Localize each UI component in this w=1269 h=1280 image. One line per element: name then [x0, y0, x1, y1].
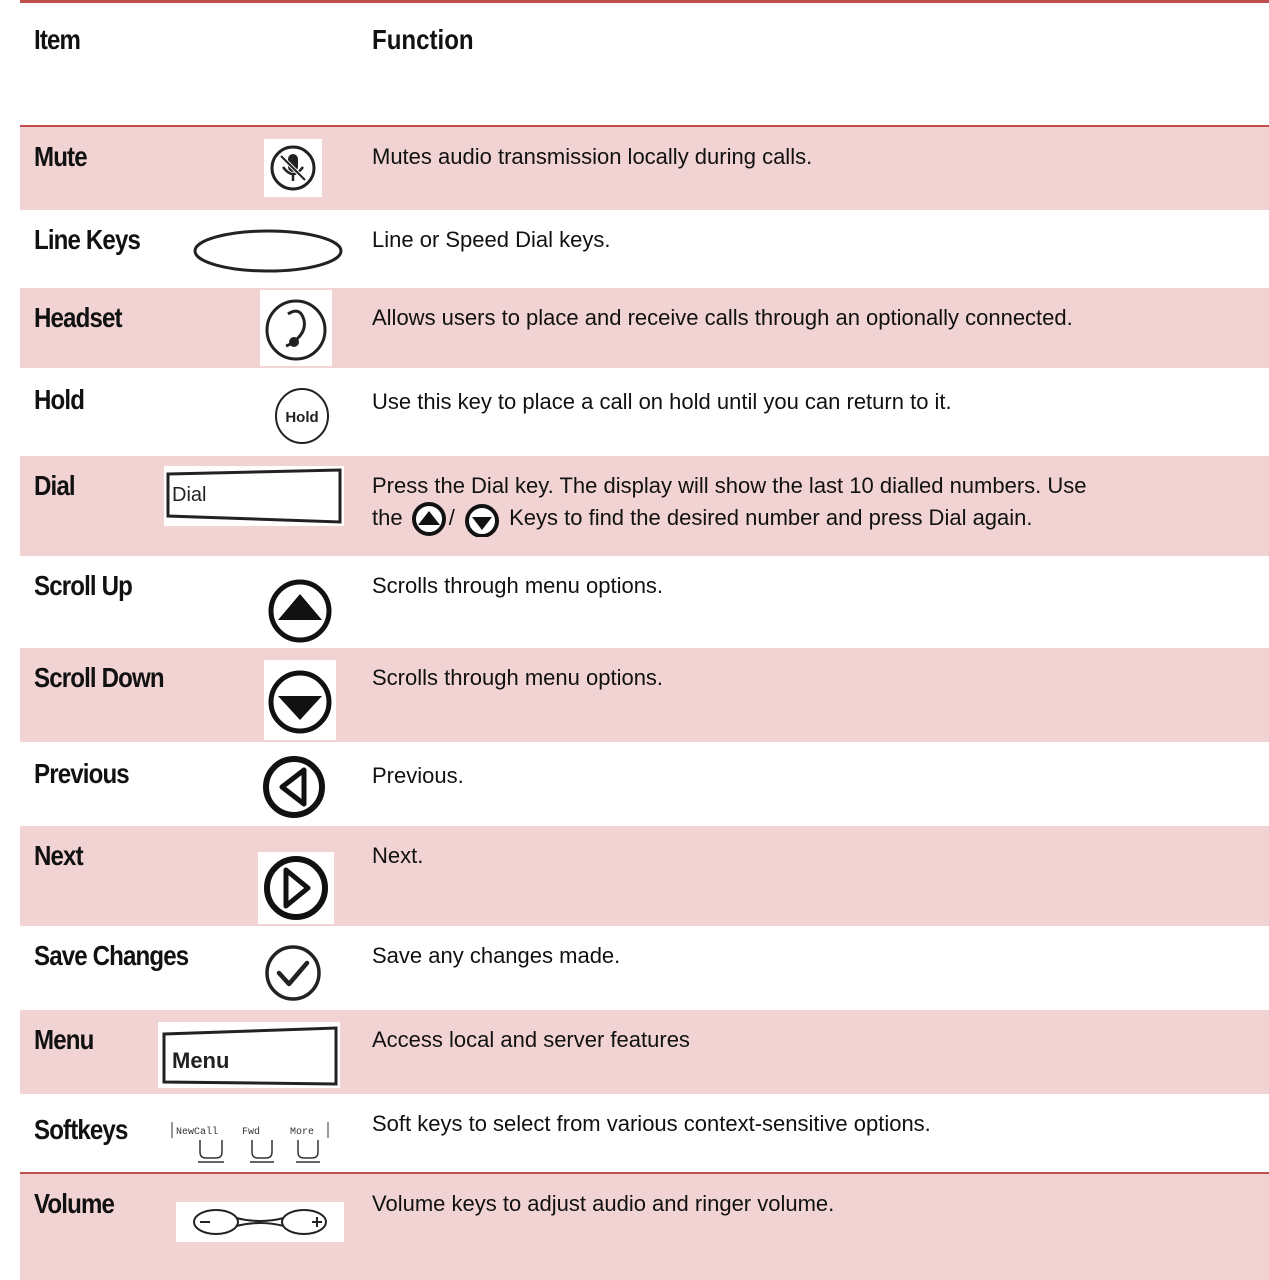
checkmark-icon [260, 942, 326, 1004]
table-row [20, 368, 1269, 456]
hold-icon-label: Hold [285, 409, 319, 426]
dial-key-icon [164, 466, 344, 526]
item-function: Access local and server features [372, 1027, 690, 1052]
item-function: Previous. [372, 763, 464, 788]
table-row [20, 1174, 1269, 1280]
item-label: Previous [34, 758, 129, 789]
item-label: Headset [34, 302, 122, 333]
softkey-label-1: NewCall [176, 1127, 219, 1138]
hold-icon [266, 386, 338, 446]
scroll-up-icon [264, 578, 336, 644]
table-row [20, 456, 1269, 556]
item-function: Soft keys to select from various context-sensitive options. [372, 1111, 931, 1136]
item-function: Volume keys to adjust audio and ringer volume. [372, 1191, 835, 1216]
line-key-icon [192, 228, 344, 274]
softkey-label-2: Fwd [242, 1127, 261, 1138]
table-row [20, 1010, 1269, 1094]
dial-icon-label: Dial [172, 484, 207, 506]
item-function: Allows users to place and receive calls through an optionally connected. [372, 305, 1073, 330]
item-label: Volume [34, 1188, 115, 1219]
scroll-up-icon [409, 502, 449, 536]
item-label: Next [34, 840, 83, 871]
scroll-down-icon [264, 660, 336, 740]
table-row [20, 288, 1269, 368]
item-label: Hold [34, 384, 85, 415]
table-row [20, 127, 1269, 210]
item-function: Save any changes made. [372, 943, 621, 968]
dial-function-line2: the / Keys to find the desired number and press Dial again. [372, 501, 1252, 537]
table-row [20, 1094, 1269, 1172]
item-function: Use this key to place a call on hold until you can return to it. [372, 389, 952, 414]
table-row [20, 648, 1269, 742]
mute-icon [264, 139, 322, 197]
menu-key-icon [158, 1022, 340, 1088]
volume-icon [176, 1202, 344, 1242]
softkey-label-3: More [290, 1127, 315, 1138]
table-row [20, 826, 1269, 926]
item-label: Line Keys [34, 224, 141, 255]
item-function: Scrolls through menu options. [372, 573, 664, 598]
table-row [20, 210, 1269, 288]
item-function [372, 470, 1252, 537]
item-label: Dial [34, 470, 75, 501]
next-icon [258, 852, 334, 924]
previous-icon [258, 754, 330, 820]
table-header-row [20, 0, 1269, 125]
item-label: Save Changes [34, 940, 189, 971]
item-label: Softkeys [34, 1114, 128, 1145]
item-function: Scrolls through menu options. [372, 665, 664, 690]
softkeys-icon [168, 1118, 336, 1166]
table-row [20, 742, 1269, 826]
item-function: Next. [372, 843, 424, 868]
item-label: Scroll Down [34, 662, 164, 693]
header-function: Function [372, 24, 474, 55]
headset-icon [260, 290, 332, 366]
item-function: Line or Speed Dial keys. [372, 227, 611, 252]
item-label: Mute [34, 141, 87, 172]
dial-function-line1: Press the Dial key. The display will show the last 10 dialled numbers. Use [372, 473, 1087, 498]
item-label: Menu [34, 1024, 94, 1055]
item-label: Scroll Up [34, 570, 132, 601]
header-item: Item [34, 24, 81, 55]
table-row [20, 556, 1269, 648]
item-function: Mutes audio transmission locally during calls. [372, 144, 813, 169]
scroll-down-icon [461, 501, 503, 537]
menu-icon-label: Menu [172, 1048, 230, 1073]
table-row [20, 926, 1269, 1010]
